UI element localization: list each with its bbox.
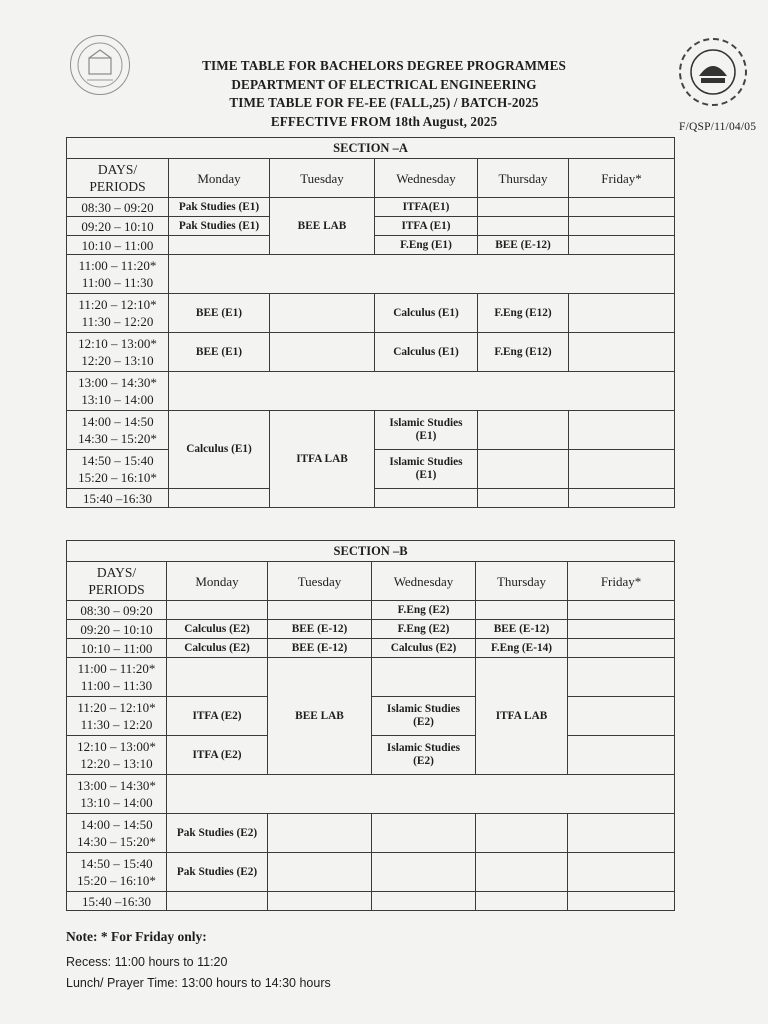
- empty-cell: [169, 236, 270, 255]
- class-cell: F.Eng (E-14): [476, 639, 568, 658]
- empty-cell: [568, 658, 675, 697]
- empty-cell: [167, 658, 268, 697]
- class-cell-lab: BEE LAB: [268, 658, 372, 775]
- class-cell: Islamic Studies (E1): [375, 411, 478, 450]
- header-department: DEPARTMENT OF ELECTRICAL ENGINEERING: [231, 76, 537, 92]
- day-header-tuesday: Tuesday: [268, 562, 372, 601]
- period-cell: 10:10 – 11:00: [67, 639, 167, 658]
- class-cell: Islamic Studies (E1): [375, 450, 478, 489]
- class-cell: BEE (E-12): [478, 236, 569, 255]
- lunch-break-row: [167, 775, 675, 814]
- header-title: TIME TABLE FOR BACHELORS DEGREE PROGRAMMES: [202, 58, 566, 73]
- period-cell: 14:00 – 14:50 14:30 – 15:20*: [67, 411, 169, 450]
- empty-cell: [476, 814, 568, 853]
- period-cell: 14:50 – 15:40 15:20 – 16:10*: [67, 450, 169, 489]
- empty-cell: [569, 217, 675, 236]
- period-cell: 11:00 – 11:20* 11:00 – 11:30: [67, 255, 169, 294]
- empty-cell: [478, 411, 569, 450]
- empty-cell: [478, 450, 569, 489]
- lunch-break-row: [169, 372, 675, 411]
- period-cell: 15:40 –16:30: [67, 489, 169, 508]
- empty-cell: [569, 450, 675, 489]
- days-periods-header: [67, 159, 169, 198]
- period-cell: 08:30 – 09:20: [67, 601, 167, 620]
- note-title: Note: * For Friday only:: [66, 929, 207, 944]
- empty-cell: [169, 489, 270, 508]
- days-periods-label: DAYS/ PERIODS: [88, 565, 145, 597]
- empty-cell: [478, 198, 569, 217]
- days-periods-label: DAYS/ PERIODS: [89, 162, 146, 194]
- empty-cell: [478, 217, 569, 236]
- note-lunch-prayer: Lunch/ Prayer Time: 13:00 hours to 14:30 hours: [66, 976, 331, 990]
- empty-cell: [569, 294, 675, 333]
- class-cell: Calculus (E2): [167, 639, 268, 658]
- class-cell: Calculus (E2): [372, 639, 476, 658]
- empty-cell: [270, 294, 375, 333]
- empty-cell: [568, 736, 675, 775]
- day-header-friday: Friday*: [569, 159, 675, 198]
- class-cell-lab: BEE LAB: [270, 198, 375, 255]
- class-cell: ITFA (E2): [167, 736, 268, 775]
- period-cell: 08:30 – 09:20: [67, 198, 169, 217]
- empty-cell: [478, 489, 569, 508]
- empty-cell: [268, 892, 372, 911]
- day-header-monday: Monday: [167, 562, 268, 601]
- empty-cell: [372, 892, 476, 911]
- class-cell: F.Eng (E12): [478, 294, 569, 333]
- period-cell: 10:10 – 11:00: [67, 236, 169, 255]
- period-cell: 13:00 – 14:30* 13:10 – 14:00: [67, 775, 167, 814]
- day-header-thursday: Thursday: [476, 562, 568, 601]
- class-cell: ITFA(E1): [375, 198, 478, 217]
- empty-cell: [568, 620, 675, 639]
- empty-cell: [372, 658, 476, 697]
- period-cell: 12:10 – 13:00* 12:20 – 13:10: [67, 736, 167, 775]
- period-cell: 11:00 – 11:20* 11:00 – 11:30: [67, 658, 167, 697]
- class-cell: Pak Studies (E2): [167, 853, 268, 892]
- class-cell: BEE (E-12): [268, 620, 372, 639]
- period-cell: 11:20 – 12:10* 11:30 – 12:20: [67, 697, 167, 736]
- empty-cell: [375, 489, 478, 508]
- class-cell: F.Eng (E2): [372, 620, 476, 639]
- document-reference: F/QSP/11/04/05: [679, 121, 757, 133]
- section-title: SECTION –B: [67, 541, 675, 562]
- class-cell: BEE (E-12): [476, 620, 568, 639]
- empty-cell: [372, 853, 476, 892]
- empty-cell: [476, 853, 568, 892]
- empty-cell: [569, 411, 675, 450]
- empty-cell: [476, 892, 568, 911]
- empty-cell: [568, 639, 675, 658]
- empty-cell: [270, 333, 375, 372]
- class-cell-lab: ITFA LAB: [476, 658, 568, 775]
- period-cell: 13:00 – 14:30* 13:10 – 14:00: [67, 372, 169, 411]
- class-cell: Calculus (E1): [375, 294, 478, 333]
- class-cell: BEE (E1): [169, 333, 270, 372]
- period-cell: 14:50 – 15:40 15:20 – 16:10*: [67, 853, 167, 892]
- empty-cell: [268, 853, 372, 892]
- class-cell: ITFA (E1): [375, 217, 478, 236]
- period-cell: 09:20 – 10:10: [67, 620, 167, 639]
- empty-cell: [167, 892, 268, 911]
- section-title: SECTION –A: [67, 138, 675, 159]
- class-cell: Calculus (E2): [167, 620, 268, 639]
- day-header-wednesday: Wednesday: [375, 159, 478, 198]
- empty-cell: [268, 601, 372, 620]
- empty-cell: [476, 601, 568, 620]
- day-header-thursday: Thursday: [478, 159, 569, 198]
- section-b-timetable: [66, 540, 675, 911]
- class-cell: Pak Studies (E1): [169, 198, 270, 217]
- class-cell: Pak Studies (E1): [169, 217, 270, 236]
- days-periods-header: [67, 562, 167, 601]
- empty-cell: [568, 601, 675, 620]
- period-cell: 14:00 – 14:50 14:30 – 15:20*: [67, 814, 167, 853]
- class-cell: F.Eng (E1): [375, 236, 478, 255]
- class-cell: Islamic Studies (E2): [372, 697, 476, 736]
- class-cell: BEE (E-12): [268, 639, 372, 658]
- section-a-timetable: [66, 137, 675, 508]
- period-cell: 12:10 – 13:00* 12:20 – 13:10: [67, 333, 169, 372]
- class-cell: F.Eng (E12): [478, 333, 569, 372]
- header-batch: TIME TABLE FOR FE-EE (FALL,25) / BATCH-2025: [229, 95, 539, 111]
- day-header-tuesday: Tuesday: [270, 159, 375, 198]
- document-header: [0, 57, 768, 131]
- empty-cell: [372, 814, 476, 853]
- empty-cell: [569, 333, 675, 372]
- class-cell: F.Eng (E2): [372, 601, 476, 620]
- period-cell: 11:20 – 12:10* 11:30 – 12:20: [67, 294, 169, 333]
- note-recess: Recess: 11:00 hours to 11:20: [66, 955, 228, 969]
- day-header-wednesday: Wednesday: [372, 562, 476, 601]
- class-cell: Pak Studies (E2): [167, 814, 268, 853]
- empty-cell: [167, 601, 268, 620]
- recess-row: [169, 255, 675, 294]
- empty-cell: [568, 892, 675, 911]
- empty-cell: [568, 853, 675, 892]
- empty-cell: [568, 697, 675, 736]
- class-cell: Calculus (E1): [375, 333, 478, 372]
- class-cell: Calculus (E1): [169, 411, 270, 489]
- empty-cell: [569, 198, 675, 217]
- class-cell: BEE (E1): [169, 294, 270, 333]
- class-cell-lab: ITFA LAB: [270, 411, 375, 508]
- period-cell: 09:20 – 10:10: [67, 217, 169, 236]
- empty-cell: [569, 236, 675, 255]
- header-effective-date: EFFECTIVE FROM 18th August, 2025: [270, 113, 498, 129]
- day-header-friday: Friday*: [568, 562, 675, 601]
- period-cell: 15:40 –16:30: [67, 892, 167, 911]
- class-cell: Islamic Studies (E2): [372, 736, 476, 775]
- class-cell: ITFA (E2): [167, 697, 268, 736]
- empty-cell: [568, 814, 675, 853]
- empty-cell: [569, 489, 675, 508]
- day-header-monday: Monday: [169, 159, 270, 198]
- empty-cell: [268, 814, 372, 853]
